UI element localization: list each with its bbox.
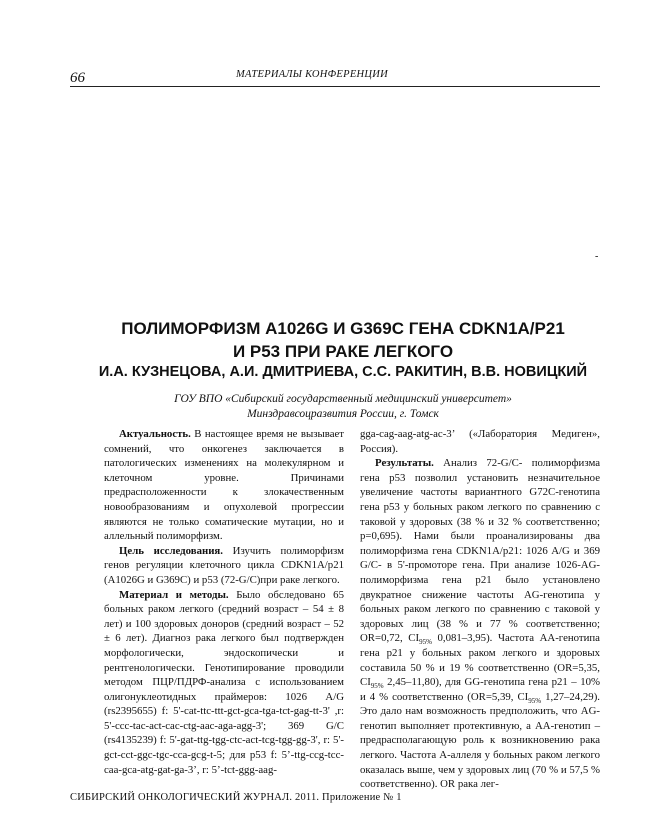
ci-subscript-1: 95% — [419, 638, 432, 647]
relevance-paragraph — [104, 427, 344, 544]
results-text-2: 0,081–3,95). Частота AA-генотипа гена p21 у больных раком легкого и здоровых составила 50 % и 19 % соответственно (OR=5,35, CI — [360, 632, 600, 689]
ci-subscript-2: 95% — [370, 682, 384, 691]
results-text-1: Анализ 72-G/C- полиморфизма гена p53 позволил установить незначительное увеличение частоты вариантного G72C-генотипа гена p53 у больных раком легкого по сравнению с таковой у здоровых (38 % и 32 % соответственно; p=0,695). Нами были проанализированы два полиморфизма гена CDKN1A/p21: 1026 A/G и 369 G/C- в 5'-промоторе гена. При анализе 1026-AG-полиморфизма гена p21 было установлено двукратное снижение частоты AG-генотипа у больных раком легкого по сравнению с таковой у здоровых лиц (38 % и 77 % соответственно; OR=0,72, CI — [360, 457, 600, 645]
aim-paragraph — [104, 544, 344, 588]
journal-footer: СИБИРСКИЙ ОНКОЛОГИЧЕСКИЙ ЖУРНАЛ. 2011. Приложение № 1 — [70, 792, 402, 803]
title-line-1: ПОЛИМОРФИЗМ A1026G И G369C ГЕНА CDKN1A/P21 — [121, 319, 565, 338]
page-number: 66 — [70, 70, 85, 86]
affiliation-line-2: Минздравсоцразвития России, г. Томск — [247, 408, 439, 420]
left-column — [104, 427, 344, 777]
article-title — [0, 317, 646, 363]
authors: И.А. КУЗНЕЦОВА, А.И. ДМИТРИЕВА, С.С. РАКИТИН, В.В. НОВИЦКИЙ — [98, 364, 588, 380]
header-rule — [70, 86, 600, 87]
methods-paragraph — [104, 588, 344, 778]
results-text-4: 1,27–24,29). Это дало нам возможность предположить, что AG-генотип выполняет протективную, а AA-генотип – предрасполагающую роль к возникновению рака легкого. Частота A-аллеля у больных раком легкого оказалась выше, чем у здоровых лиц (70 % и 57,5 % соответственно). OR рака лег- — [360, 690, 600, 791]
affiliation — [40, 392, 646, 422]
relevance-heading: Актуальность. — [119, 428, 191, 440]
running-title: МАТЕРИАЛЫ КОНФЕРЕНЦИИ — [236, 69, 389, 80]
relevance-text: В настоящее время не вызывает сомнений, что онкогенез заключается в патологических изменениях на молекулярном и клеточном уровне. Причинами предрасположенности к злокачественным новообразованиям и опухолевой прогрессии являются не только соматические мутации, но и аллельный полиморфизм. — [104, 428, 344, 543]
right-column — [360, 427, 600, 792]
title-line-2: И P53 ПРИ РАКЕ ЛЕГКОГО — [232, 342, 454, 361]
affiliation-line-1: ГОУ ВПО «Сибирский государственный медицинский университет» — [174, 393, 512, 405]
results-paragraph — [360, 456, 600, 792]
aim-text: Изучить полиморфизм генов регуляции клеточного цикла CDKN1A/p21 (A1026G и G369C) и p53 (72-G/C)при раке легкого. — [104, 544, 344, 586]
stray-mark: - — [595, 251, 599, 262]
ci-subscript-3: 95% — [528, 696, 542, 705]
aim-heading: Цель исследования. — [119, 544, 223, 557]
methods-continuation: gga-cag-aag-atg-ac-3’ («Лаборатория Медиген», Россия). — [360, 428, 600, 455]
results-text-3: 2,45–11,80), для GG-генотипа гена p21 – 10% и 4 % соответственно (OR=5,39, CI — [360, 676, 600, 703]
methods-heading: Материал и методы. — [119, 588, 229, 601]
methods-text: Было обследовано 65 больных раком легкого (средний возраст – 54 ± 8 лет) и 100 здоровых доноров (средний возраст – 52 ± 6 лет). Диагноз рака легкого был подтвержден морфологически, эндоскопически и рентгенологически. Генотипирование проводили методом ПЦР/ПДРФ-анализа с использованием олигонуклеотидных праймеров: 1026 A/G (rs2395655) f: 5'-cat-ttc-ttt-gct-gca-tga-tct-gag-tt-3' ,r: 5'-ccc-tac-act-cac-ctg-aac-aga-agg-3'; 369 G/C (rs4135239) f: 5'-gat-ttg-tgg-ctc-act-tcg-tgg-gg-3', r: 5'-gct-cct-ggc-tgc-cca-gcg-t-5; для p53 f: 5’-ttg-ccg-tcc-caa-gca-atg-gat-ga-3’, r: 5’-tct-ggg-aag- — [104, 588, 344, 776]
results-heading: Результаты. — [375, 457, 434, 470]
